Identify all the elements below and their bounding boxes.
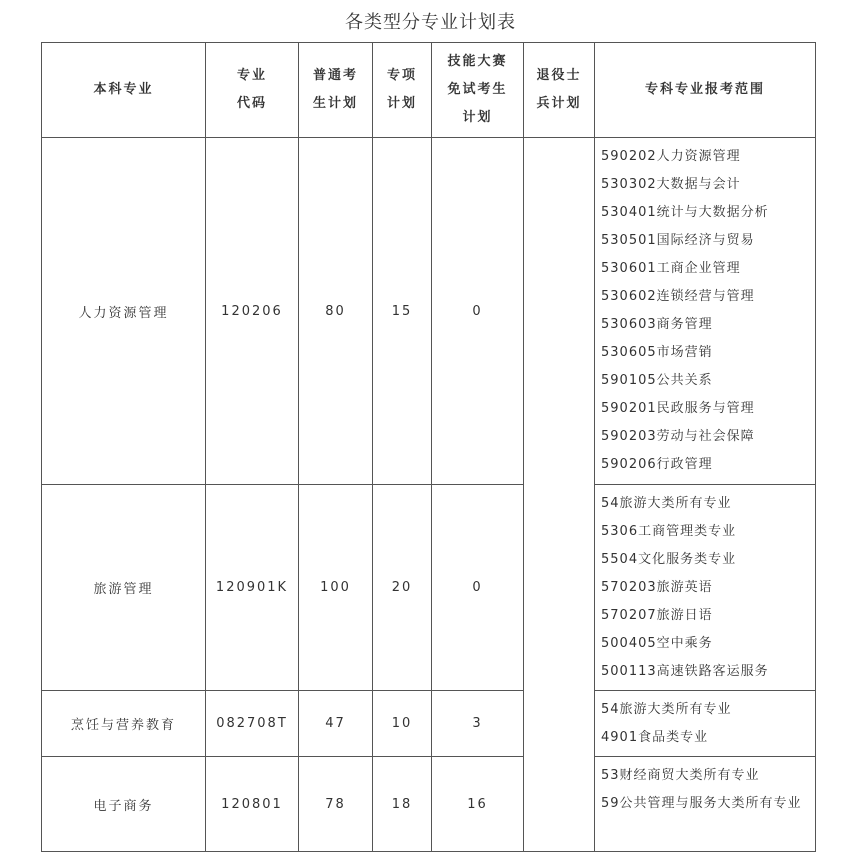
table-row: [42, 691, 816, 757]
range-item: 4901食品类专业: [601, 730, 709, 745]
range-cell: [595, 757, 816, 852]
range-item: 530302大数据与会计: [601, 177, 741, 192]
range-item: 500405空中乘务: [601, 636, 713, 651]
range-item: 590202人力资源管理: [601, 149, 741, 164]
special-plan-cell: 18: [373, 757, 432, 852]
range-item: 570207旅游日语: [601, 608, 713, 623]
range-item: 530601工商企业管理: [601, 261, 741, 276]
header-major: 本科专业: [42, 43, 206, 138]
header-regular-plan: 普通考 生计划: [299, 43, 373, 138]
table-row: [42, 485, 816, 691]
range-cell: [595, 485, 816, 691]
special-plan-cell: 20: [373, 485, 432, 691]
header-range: 专科专业报考范围: [595, 43, 816, 138]
plan-table: [41, 42, 816, 852]
header-row: [42, 43, 816, 138]
range-item: 53财经商贸大类所有专业: [601, 768, 760, 783]
page-title: 各类型分专业计划表: [345, 12, 516, 33]
special-plan-cell: 10: [373, 691, 432, 757]
range-item: 590201民政服务与管理: [601, 401, 755, 416]
major-cell: 人力资源管理: [42, 138, 206, 485]
regular-plan-cell: 80: [299, 138, 373, 485]
range-item: 530605市场营销: [601, 345, 713, 360]
code-cell: 120901K: [206, 485, 299, 691]
major-cell: 烹饪与营养教育: [42, 691, 206, 757]
range-item: 54旅游大类所有专业: [601, 702, 732, 717]
range-item: 570203旅游英语: [601, 580, 713, 595]
special-plan-cell: 15: [373, 138, 432, 485]
regular-plan-cell: 78: [299, 757, 373, 852]
skill-plan-cell: 0: [432, 138, 524, 485]
range-item: 530602连锁经营与管理: [601, 289, 755, 304]
header-veteran-plan: 退役士 兵计划: [524, 43, 595, 138]
header-skill-plan: 技能大赛 免试考生 计划: [432, 43, 524, 138]
major-cell: 电子商务: [42, 757, 206, 852]
range-item: 500113高速铁路客运服务: [601, 664, 769, 679]
regular-plan-cell: 47: [299, 691, 373, 757]
regular-plan-cell: 100: [299, 485, 373, 691]
range-item: 54旅游大类所有专业: [601, 496, 732, 511]
code-cell: 082708T: [206, 691, 299, 757]
code-cell: 120801: [206, 757, 299, 852]
table-row: [42, 138, 816, 485]
range-item: 590206行政管理: [601, 457, 713, 472]
range-item: 5504文化服务类专业: [601, 552, 737, 567]
major-cell: 旅游管理: [42, 485, 206, 691]
range-item: 530501国际经济与贸易: [601, 233, 755, 248]
skill-plan-cell: 0: [432, 485, 524, 691]
range-cell: [595, 691, 816, 757]
range-item: 530603商务管理: [601, 317, 713, 332]
header-code: 专业 代码: [206, 43, 299, 138]
range-item: 5306工商管理类专业: [601, 524, 737, 539]
table-row: [42, 757, 816, 852]
header-special-plan: 专项 计划: [373, 43, 432, 138]
skill-plan-cell: 16: [432, 757, 524, 852]
range-cell: [595, 138, 816, 485]
range-item: 590203劳动与社会保障: [601, 429, 755, 444]
skill-plan-cell: 3: [432, 691, 524, 757]
range-item: 530401统计与大数据分析: [601, 205, 769, 220]
veteran-plan-cell: [524, 138, 595, 852]
range-item: 590105公共关系: [601, 373, 713, 388]
range-item: 59公共管理与服务大类所有专业: [601, 796, 802, 811]
code-cell: 120206: [206, 138, 299, 485]
